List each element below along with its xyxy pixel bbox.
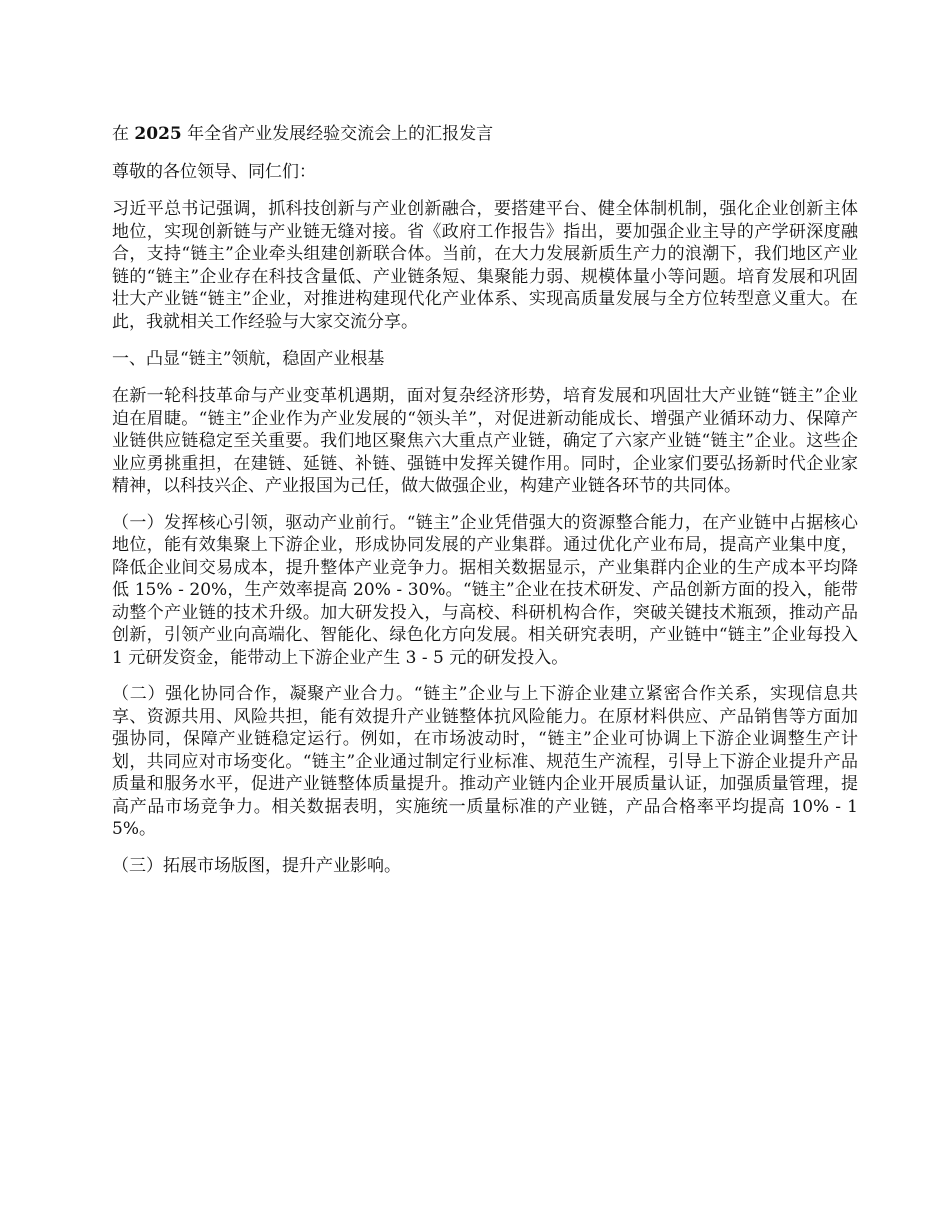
- subsection-1-paragraph: （一）发挥核心引领，驱动产业前行。“链主”企业凭借强大的资源整合能力，在产业链中占据核心地位，能有效集聚上下游企业，形成协同发展的产业集群。通过优化产业布局，提高产业集中度，降低企业间交易成本，提升整体产业竞争力。据相关数据显示，产业集群内企业的生产成本平均降低 15% - 20%，生产效率提高 20% - 30%。“链主”企业在技术研发、产品创新方面的投入，能带动整个产业链的技术升级。加大研发投入，与高校、科研机构合作，突破关键技术瓶颈，推动产品创新，引领产业向高端化、智能化、绿色化方向发展。相关研究表明，产业链中“链主”企业每投入 1 元研发资金，能带动上下游企业产生 3 - 5 元的研发投入。: [112, 512, 858, 668]
- title-prefix: 在: [112, 124, 129, 144]
- subsection-2-paragraph: （二）强化协同合作，凝聚产业合力。“链主”企业与上下游企业建立紧密合作关系，实现信息共享、资源共用、风险共担，能有效提升产业链整体抗风险能力。在原材料供应、产品销售等方面加强协同，保障产业链稳定运行。例如，在市场波动时，“链主”企业可协调上下游企业调整生产计划，共同应对市场变化。“链主”企业通过制定行业标准、规范生产流程，引导上下游企业提升产品质量和服务水平，促进产业链整体质量提升。推动产业链内企业开展质量认证，加强质量管理，提高产品市场竞争力。相关数据表明，实施统一质量标准的产业链，产品合格率平均提高 10% - 15%。: [112, 684, 858, 839]
- title-suffix: 年全省产业发展经验交流会上的汇报发言: [187, 124, 494, 144]
- title-year: 2025: [134, 124, 182, 144]
- section-1-paragraph: 在新一轮科技革命与产业变革机遇期，面对复杂经济形势，培育发展和巩固壮大产业链“链主”企业迫在眉睫。“链主”企业作为产业发展的“领头羊”，对促进新动能成长、增强产业循环动力、保障产业链供应链稳定至关重要。我们地区聚焦六大重点产业链，确定了六家产业链“链主”企业。这些企业应勇挑重担，在建链、延链、补链、强链中发挥关键作用。同时，企业家们要弘扬新时代企业家精神，以科技兴企、产业报国为己任，做大做强企业，构建产业链各环节的共同体。: [112, 386, 858, 496]
- subsection-3-heading: （三）拓展市场版图，提升产业影响。: [112, 855, 401, 876]
- salutation: 尊敬的各位领导、同仁们：: [112, 162, 316, 182]
- intro-paragraph: 习近平总书记强调，抓科技创新与产业创新融合，要搭建平台、健全体制机制，强化企业创新主体地位，实现创新链与产业链无缝对接。省《政府工作报告》指出，要加强企业主导的产学研深度融合，支持“链主”企业牵头组建创新联合体。当前，在大力发展新质生产力的浪潮下，我们地区产业链的“链主”企业存在科技含量低、产业链条短、集聚能力弱、规模体量小等问题。培育发展和巩固壮大产业链“链主”企业，对推进构建现代化产业体系、实现高质量发展与全方位转型意义重大。在此，我就相关工作经验与大家交流分享。: [112, 199, 858, 332]
- section-1-heading: 一、凸显“链主”领航，稳固产业根基: [112, 349, 385, 369]
- document-title: [112, 122, 858, 146]
- document-page: [112, 122, 858, 891]
